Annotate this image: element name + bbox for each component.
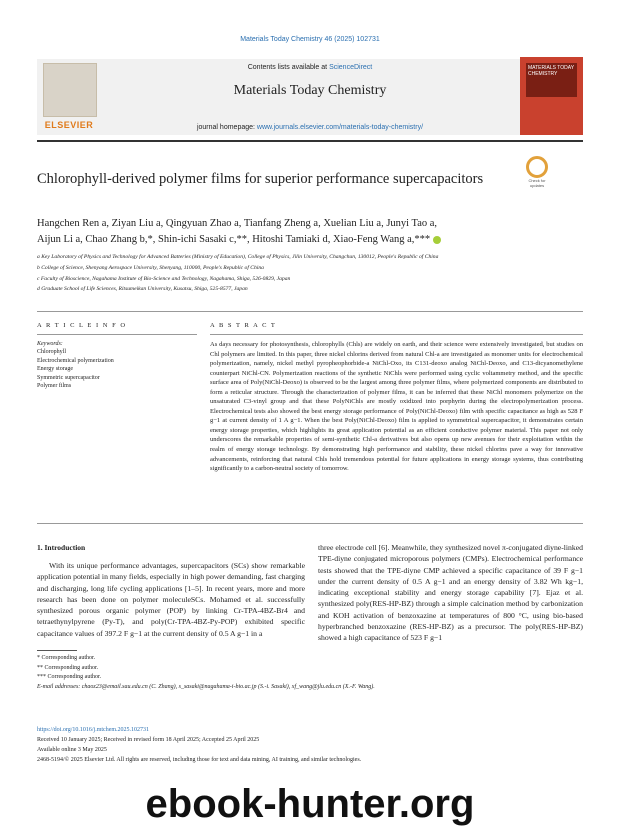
- footnote-1: * Corresponding author.: [37, 655, 96, 661]
- article-info-heading: A R T I C L E I N F O: [37, 322, 127, 329]
- received-dates: Received 10 January 2025; Received in revised form 18 April 2025; Accepted 25 April 2025: [37, 737, 260, 743]
- homepage-prefix: journal homepage:: [196, 124, 257, 131]
- authors-line-2-text[interactable]: Aijun Li a, Chao Zhang b,*, Shin-ichi Sasaki c,**, Hitoshi Tamiaki d, Xiao-Feng Wang a,***: [37, 234, 431, 245]
- footnotes: [37, 654, 583, 692]
- header-divider: [37, 140, 583, 142]
- orcid-icon[interactable]: [433, 236, 441, 244]
- keyword-item: Polymer films: [37, 383, 72, 390]
- copyright-line: 2468-5194/© 2025 Elsevier Ltd. All rights are reserved, including those for text and data mining, AI training, and similar technologies.: [37, 757, 362, 763]
- affiliation-d: d Graduate School of Life Sciences, Ritsumeikan University, Kusatsu, Shiga, 525-8577, Japan: [37, 286, 248, 293]
- affiliation-a: a Key Laboratory of Physics and Technology for Advanced Batteries (Ministry of Education), College of Physics, Jilin University, Changchun, 130012, People's Republic of China: [37, 254, 439, 260]
- abstract-bottom-divider: [37, 523, 583, 524]
- check-updates-icon: [526, 156, 548, 178]
- keyword-item: Energy storage: [37, 366, 74, 373]
- authors-line-2[interactable]: [37, 232, 583, 248]
- footnote-2: ** Corresponding author.: [37, 664, 99, 671]
- article-title: Chlorophyll-derived polymer films for superior performance supercapacitors: [37, 171, 484, 187]
- watermark: ebook-hunter.org: [145, 782, 475, 826]
- contents-prefix: Contents lists available at: [247, 64, 330, 71]
- sciencedirect-link[interactable]: ScienceDirect: [329, 64, 373, 71]
- journal-cover-image[interactable]: [520, 57, 583, 135]
- check-for-updates-badge[interactable]: [522, 156, 552, 186]
- intro-paragraph-right: three electrode cell [6]. Meanwhile, they synthesized novel π-conjugated diyne-linked TPE-diyne conjugated microporous polymers (CMPs). Electrochemical performance tests showed that the TPE-diyne CMP achieved a specific capacitance of 39 F g−1 under the current density of 0.5 A g−1 and an energy density of 3.82 Wh kg−1, indicating exceptional stability and energy storage capability [7]. Ejaz et al. synthesized poly(RES-HP-BZ) through a simple calcination method by carbonization and KOH activation of benzoxazine at temperatures of 800 °C, using bio-based hyperbranched benzoxazine (RES-HP-BZ) as a precursor. The poly(RES-HP-BZ) showed a high capacitance of 523 F g−1: [318, 543, 583, 643]
- article-footer: [37, 725, 583, 765]
- cover-title: MATERIALS TODAY CHEMISTRY: [526, 63, 577, 97]
- affiliation-c: c Faculty of Bioscience, Nagahama Institute of Bio-Science and Technology, Nagahama, Shiga, 526-0829, Japan: [37, 275, 291, 282]
- abstract-divider: [210, 334, 583, 335]
- keywords-label: Keywords:: [37, 341, 63, 347]
- affiliations: [37, 252, 583, 295]
- introduction-heading: 1. Introduction: [37, 543, 86, 552]
- available-online: Available online 3 May 2025: [37, 747, 107, 753]
- author-list: [37, 216, 583, 248]
- introduction-left-column: [37, 560, 305, 639]
- doi-link[interactable]: https://doi.org/10.1016/j.mtchem.2025.102731: [37, 727, 150, 733]
- article-info-divider: [37, 334, 197, 335]
- abstract-text: As days necessary for photosynthesis, chlorophylls (Chls) are widely on earth, and their science were extensively investigated, but studies on Chl polymers are limited. In this paper, three nickel chlorins derived from natural Chl-a are investigated as monomer units for electrochemical polymerization, namely, nickel methyl pyropheophorbide-a NiChl-Oxo, its C131-deoxo analog NiChl-Deoxo, and C13-dicyanomethylene counterpart NiChl-CN. Polymerization reactions of the synthetic NiChls were performed using cyclic voltammetry method, and the specific surface area of Poly(NiChl-Deoxo) is observed to be the largest among three polymer films, where polymerized components are distributed to form a reticular structure. Through the characterization of polymer films, it can be inferred that these NiChl monomers polymerize on the unsaturated C3-vinyl group and that these PolyNiChls are mostly oxidized into porphyrin during the electropolymerization process. Electrochemical tests also showed the best energy storage performance of Poly(NiChl-Deoxo) film with specific capacitance as high as 528 F g−1 at current density of 1 A g−1. When the best Poly(NiChl-Deoxo) film is applied to symmetrical supercapacitor, it demonstrates certain energy storage properties, which highlights its great application potential as an efficient conductive polymer material. This paper not only underscores the remarkable properties of semi-synthetic Chl-a derivatives but also opens up new avenues for their exploitation within the realm of energy storage technology. By demonstrating high performance and stability, these nickel chlorins pave a way for innovative advancements, reinforcing that natural Chls hold tremendous potential for future applications in energy storage systems, thus contributing significantly to a carbon-neutral society of tomorrow.: [210, 341, 583, 473]
- homepage-link[interactable]: www.journals.elsevier.com/materials-today-chemistry/: [256, 124, 424, 131]
- homepage-line: [110, 124, 510, 131]
- keyword-item: Electrochemical polymerization: [37, 357, 114, 364]
- affiliation-divider: [37, 311, 583, 312]
- affiliation-b: b College of Science, Shenyang Aerospace University, Shenyang, 110000, People's Republic of China: [37, 264, 264, 271]
- publisher-logo-text: ELSEVIER: [44, 120, 94, 130]
- abstract-heading: A B S T R A C T: [210, 322, 277, 329]
- elsevier-logo: [37, 59, 101, 135]
- keyword-item: Chlorophyll: [37, 349, 67, 356]
- introduction-right-column: [318, 542, 583, 644]
- contents-line: [110, 64, 510, 71]
- check-updates-label: Check for updates: [528, 178, 546, 188]
- journal-reference[interactable]: Materials Today Chemistry 46 (2025) 102731: [240, 36, 380, 43]
- footnote-3: *** Corresponding author.: [37, 674, 102, 680]
- footnote-divider: [37, 650, 77, 651]
- journal-name: Materials Today Chemistry: [233, 83, 387, 98]
- elsevier-tree-icon: [43, 63, 97, 117]
- keywords-block: [37, 340, 197, 390]
- keyword-item: Symmetric supercapacitor: [37, 374, 100, 381]
- intro-paragraph-left: With its unique performance advantages, supercapacitors (SCs) show remarkable application potential in many fields, especially in high power demanding, fast charging and discharging, long life cycling applications [1–5]. In recent years, more and more research has been done on polymer moleculeSCs. Mohamed et al. successfully synthesized porous organic polymer (POP) by linking Cr-TPA-4BZ-Br4 and tetraethynylpyrene (Py-T), and poly(Cr-TPA-4BZ-Py-POP) exhibited specific capacitance values of 397.2 F g−1 at the current density of 0.5 A g−1 in a: [37, 561, 305, 638]
- email-addresses[interactable]: E-mail addresses: chaoz23@email.sau.edu.cn (C. Zhang), s_sasaki@nagahama-i-bio.ac.jp (S.-i. Sasaki), xf_wang@jlu.edu.cn (X.-F. Wang).: [37, 683, 375, 690]
- authors-line-1[interactable]: Hangchen Ren a, Ziyan Liu a, Qingyuan Zhao a, Tianfang Zheng a, Xuelian Liu a, Junyi Tao a,: [37, 218, 438, 229]
